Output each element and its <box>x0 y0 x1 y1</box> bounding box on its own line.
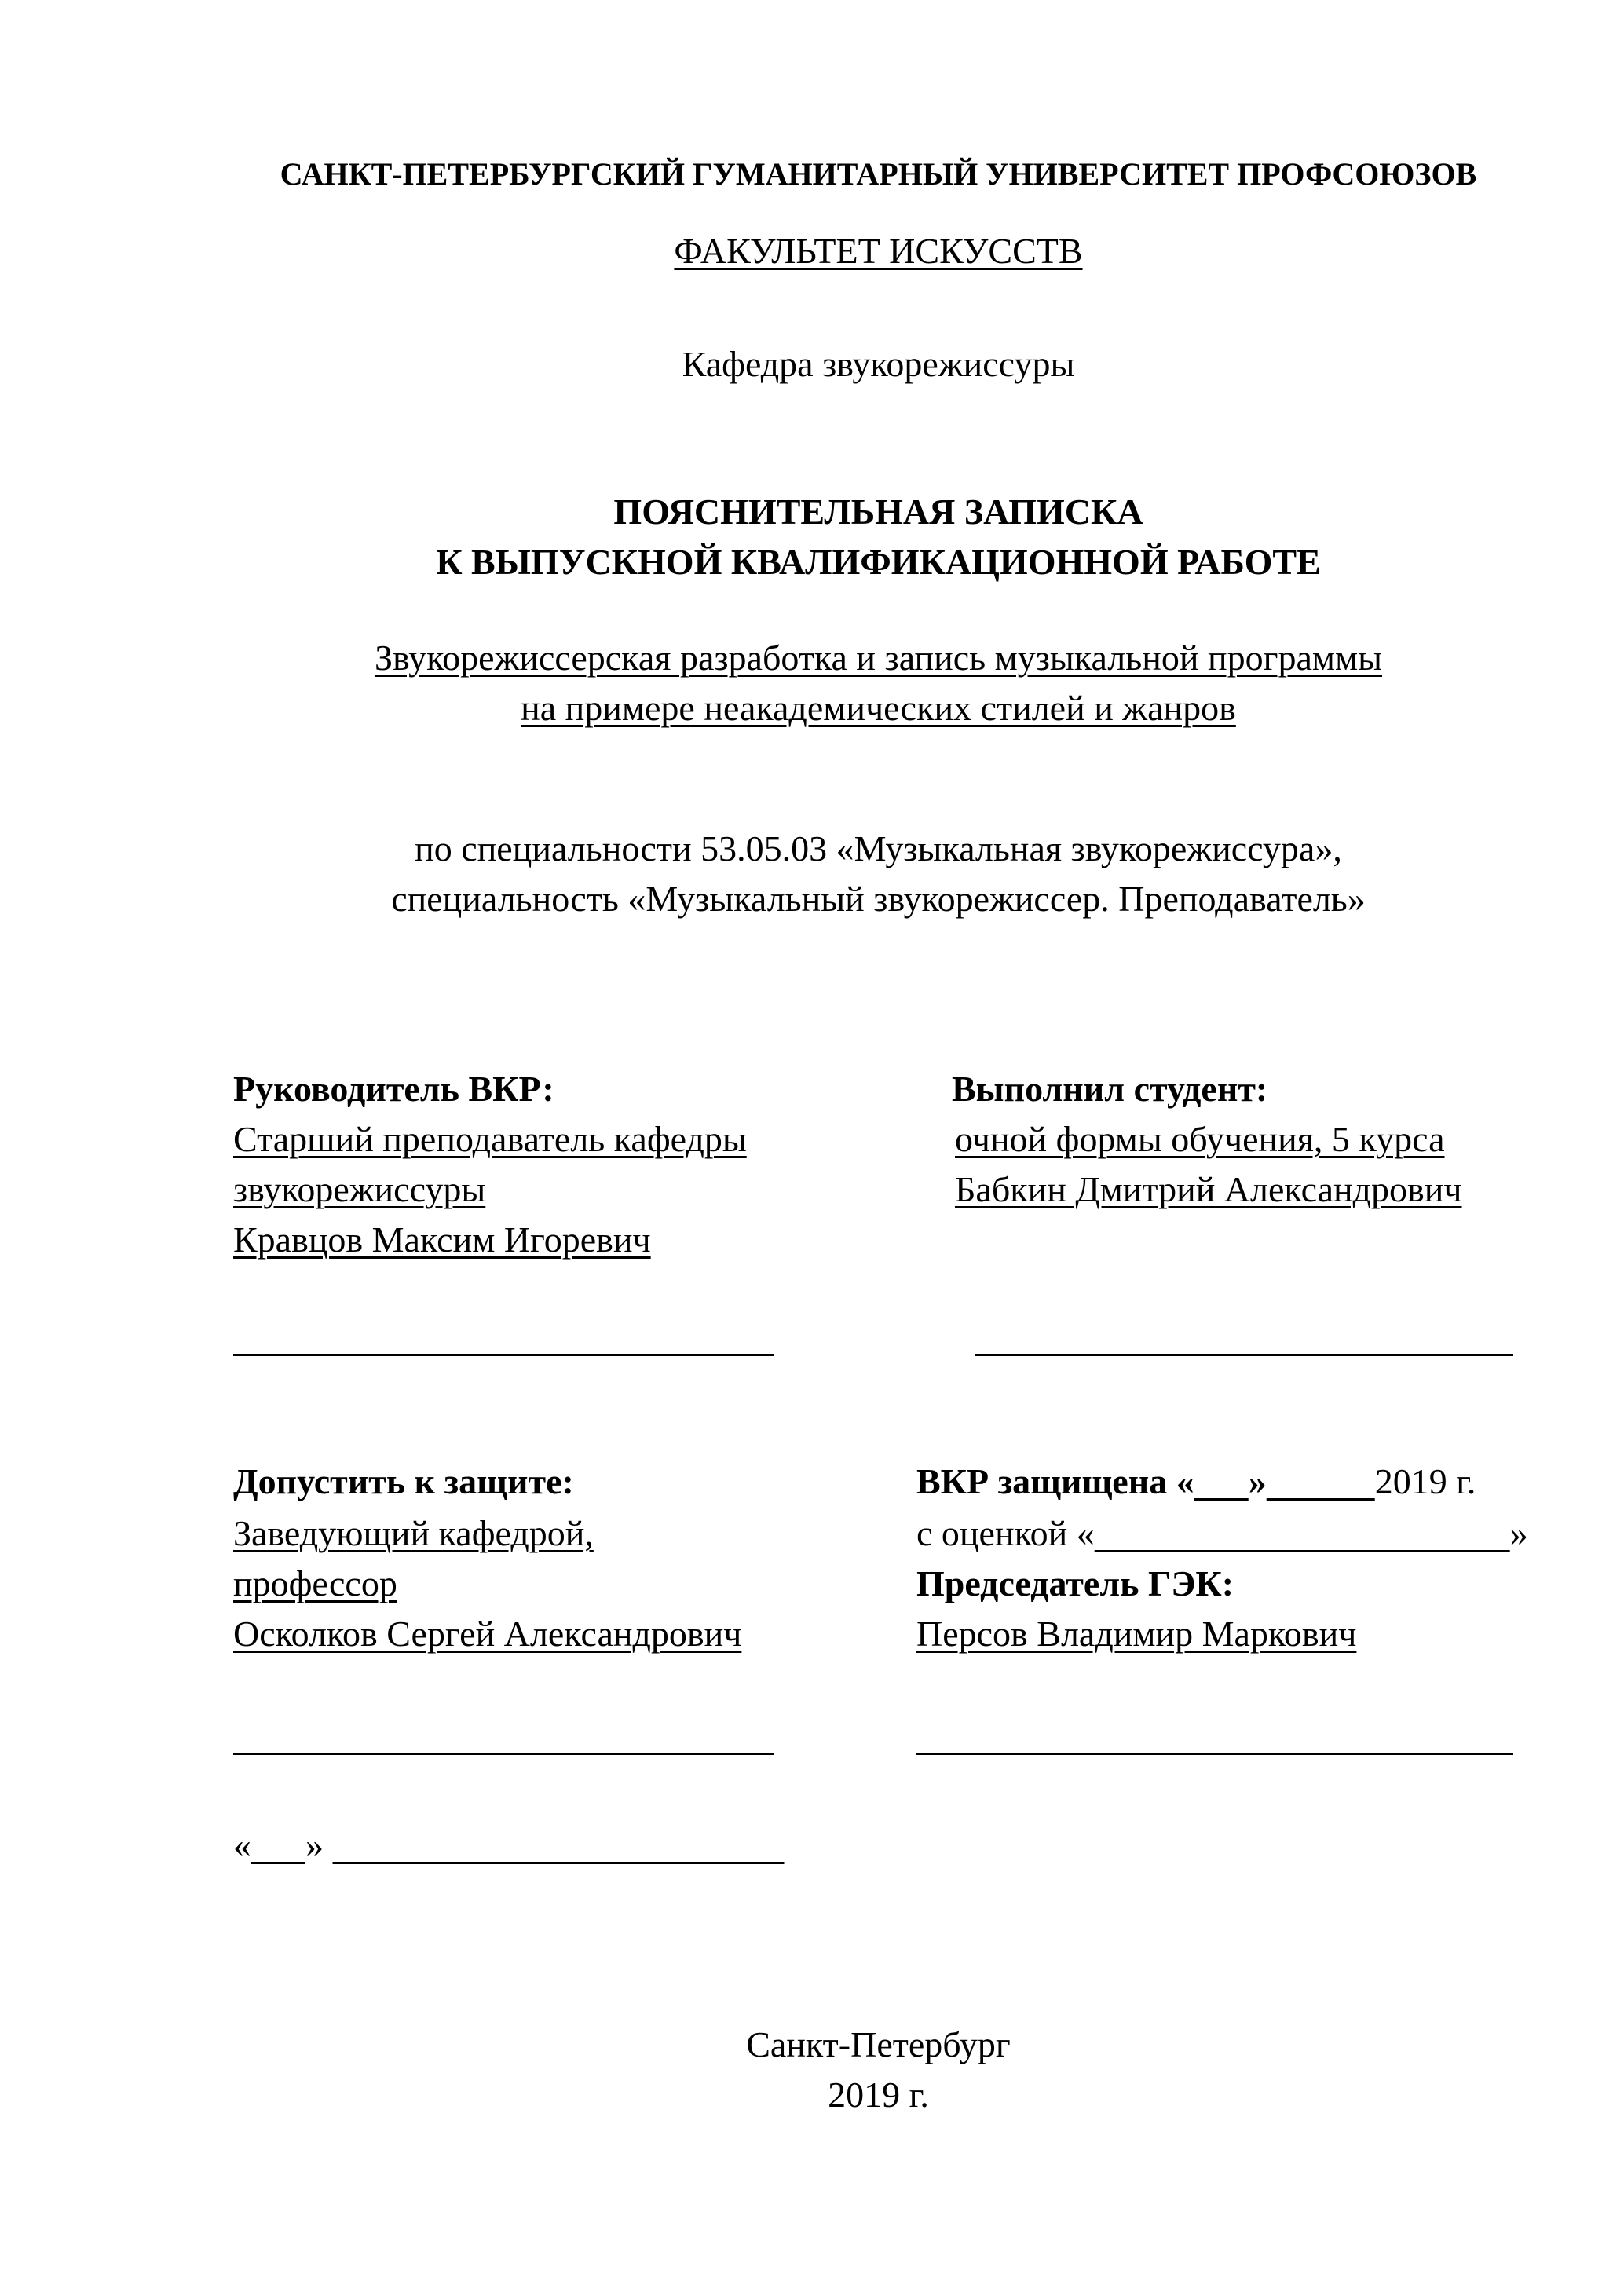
defense-date-line <box>916 1457 1476 1507</box>
admission-heading: Допустить к защите: <box>233 1461 574 1501</box>
date-open-quote: « <box>233 1825 251 1865</box>
document-title-line1: ПОЯСНИТЕЛЬНАЯ ЗАПИСКА <box>613 492 1143 532</box>
student-signature-line <box>975 1354 1513 1356</box>
grade-blank <box>1095 1513 1510 1553</box>
chair-heading: Председатель ГЭК: <box>916 1563 1234 1603</box>
defense-year: 2019 г. <box>1374 1461 1476 1501</box>
supervisor-heading: Руководитель ВКР: <box>233 1069 554 1109</box>
supervisor-position-1: Старший преподаватель кафедры <box>233 1119 747 1159</box>
footer-year: 2019 г. <box>828 2075 929 2115</box>
supervisor-name: Кравцов Максим Игоревич <box>233 1219 651 1260</box>
supervisor-position-2: звукорежиссуры <box>233 1169 486 1209</box>
topic-line2 <box>233 683 1523 733</box>
defense-month-blank <box>1267 1461 1375 1501</box>
chair-signature-line <box>916 1753 1513 1755</box>
university-name: САНКТ-ПЕТЕРБУРГСКИЙ ГУМАНИТАРНЫЙ УНИВЕРСИТЕТ ПРОФСОЮЗОВ <box>280 156 1477 192</box>
grade-suffix: » <box>1509 1513 1528 1553</box>
defense-grade-line <box>916 1508 1528 1559</box>
footer-city: Санкт-Петербург <box>746 2024 1011 2064</box>
faculty-name: ФАКУЛЬТЕТ ИСКУССТВ <box>674 231 1083 271</box>
student-name: Бабкин Дмитрий Александрович <box>955 1169 1462 1209</box>
supervisor-signature-line <box>233 1354 774 1356</box>
date-day-blank <box>251 1825 305 1865</box>
chair-name: Персов Владимир Маркович <box>916 1614 1357 1654</box>
topic-line1 <box>233 633 1523 683</box>
specialty-line1: по специальности 53.05.03 «Музыкальная звукорежиссура», <box>415 828 1342 868</box>
student-heading: Выполнил студент: <box>952 1069 1268 1109</box>
specialty-line2: специальность «Музыкальный звукорежиссер. Преподаватель» <box>391 879 1366 919</box>
admission-position-2: профессор <box>233 1563 397 1603</box>
department-name: Кафедра звукорежиссуры <box>682 344 1075 384</box>
admission-date-line <box>233 1820 785 1870</box>
grade-prefix: с оценкой « <box>916 1513 1095 1553</box>
topic-text-2: на примере неакадемических стилей и жанров <box>521 688 1236 728</box>
admission-name: Осколков Сергей Александрович <box>233 1614 742 1654</box>
date-close-quote: » <box>305 1825 324 1865</box>
defense-day-blank <box>1194 1461 1249 1501</box>
date-month-blank <box>333 1825 785 1865</box>
student-form: очной формы обучения, 5 курса <box>955 1119 1445 1159</box>
admission-signature-line <box>233 1753 774 1755</box>
document-title-line2: К ВЫПУСКНОЙ КВАЛИФИКАЦИОННОЙ РАБОТЕ <box>436 542 1321 582</box>
topic-text-1: Звукорежиссерская разработка и запись музыкальной программы <box>374 638 1383 678</box>
defense-heading-mid: » <box>1248 1461 1267 1501</box>
defense-heading: ВКР защищена « <box>916 1461 1194 1501</box>
admission-position-1: Заведующий кафедрой, <box>233 1513 594 1553</box>
